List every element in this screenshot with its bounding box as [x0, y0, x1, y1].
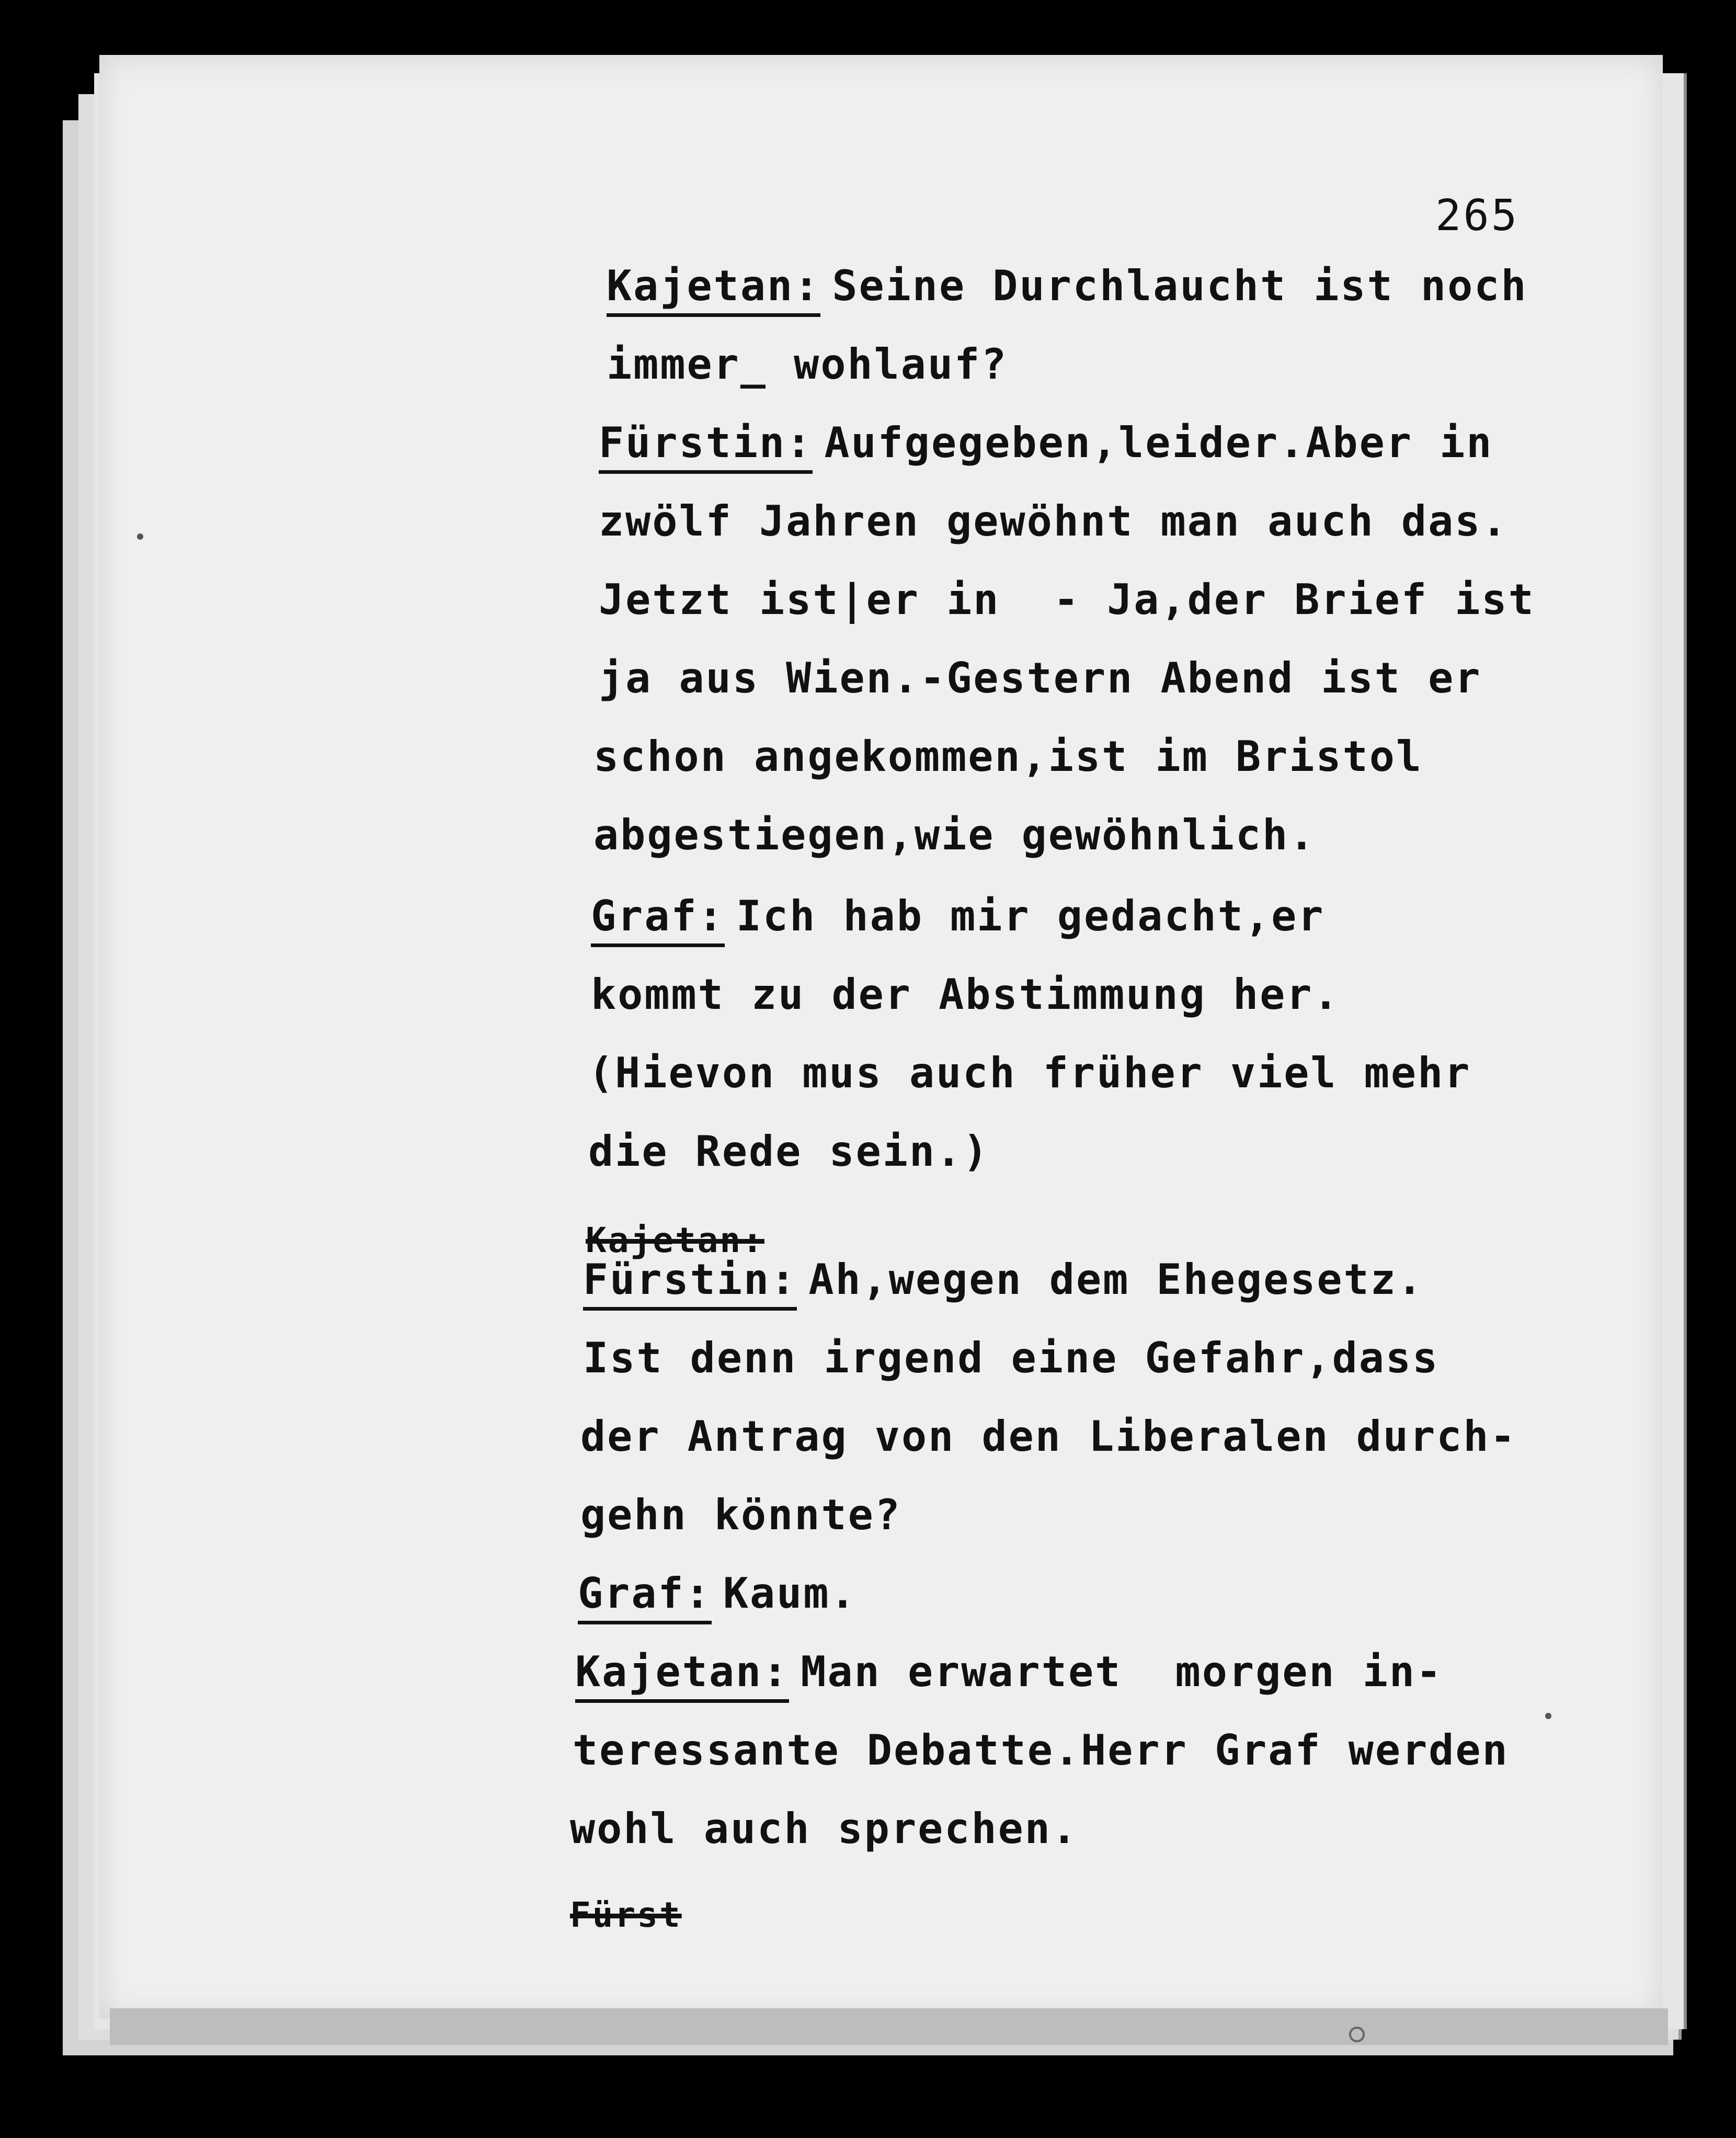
line-text: (Hievon mus auch früher viel mehr: [588, 1049, 1471, 1097]
script-line: [583, 1334, 1439, 1382]
script-line: [573, 1726, 1509, 1775]
paper-speck: [1349, 2027, 1365, 2042]
struck-speaker-label: Kajetan:: [586, 1220, 764, 1260]
line-text: Seine Durchlaucht ist noch: [832, 261, 1528, 310]
script-line: [583, 1255, 1424, 1311]
speaker-label: Kajetan:: [575, 1647, 789, 1703]
line-text: abgestiegen,wie gewöhnlich.: [593, 811, 1316, 859]
line-text: gehn könnte?: [580, 1491, 901, 1539]
speaker-label: Fürstin:: [583, 1255, 797, 1311]
script-line: [593, 732, 1423, 781]
line-text: schon angekommen,ist im Bristol: [593, 732, 1423, 781]
line-text: Man erwartet morgen in-: [801, 1647, 1443, 1696]
script-line: [599, 418, 1493, 474]
script-line: [580, 1491, 901, 1539]
line-text: Ich hab mir gedacht,er: [736, 892, 1325, 940]
script-line: [591, 970, 1340, 1019]
script-line: [588, 1127, 989, 1176]
line-text: Ah,wegen dem Ehegesetz.: [808, 1255, 1424, 1304]
paper-speck: [137, 533, 143, 540]
script-line: [599, 575, 1535, 624]
line-text: immer_ wohlauf?: [607, 340, 1008, 389]
script-line: [580, 1412, 1517, 1461]
line-text: wohl auch sprechen.: [570, 1804, 1079, 1853]
paper-speck: [1545, 1713, 1551, 1719]
speaker-label: Kajetan:: [607, 261, 820, 317]
speaker-label: Fürstin:: [599, 418, 813, 474]
speaker-label: Graf:: [578, 1569, 712, 1624]
script-line: [578, 1569, 857, 1624]
line-text: Ist denn irgend eine Gefahr,dass: [583, 1334, 1440, 1382]
line-text: teressante Debatte.Herr Graf werden: [573, 1726, 1509, 1775]
struck-speaker-label: Fürst: [570, 1895, 682, 1935]
script-line: [599, 497, 1509, 545]
page-number: 265: [1435, 191, 1520, 241]
line-text: zwölf Jahren gewöhnt man auch das.: [599, 497, 1509, 545]
script-line: [588, 1049, 1471, 1097]
speaker-label: Graf:: [591, 892, 725, 947]
page-bottom-edge: [110, 2008, 1668, 2045]
struck-line: [570, 1888, 682, 1937]
script-line: [575, 1647, 1443, 1703]
script-line: [591, 892, 1324, 947]
line-text: kommt zu der Abstimmung her.: [591, 970, 1340, 1019]
script-line: [607, 261, 1528, 317]
line-text: Jetzt ist|er in - Ja,der Brief ist: [599, 575, 1535, 624]
line-text: Aufgegeben,leider.Aber in: [824, 418, 1493, 467]
line-text: ja aus Wien.-Gestern Abend ist er: [599, 654, 1482, 702]
script-line: [570, 1804, 1078, 1853]
script-line: [599, 654, 1481, 702]
script-line: [593, 811, 1316, 859]
line-text: der Antrag von den Liberalen durch-: [580, 1412, 1517, 1461]
line-text: die Rede sein.): [588, 1127, 990, 1176]
line-text: Kaum.: [723, 1569, 857, 1618]
script-line: [607, 340, 1008, 389]
